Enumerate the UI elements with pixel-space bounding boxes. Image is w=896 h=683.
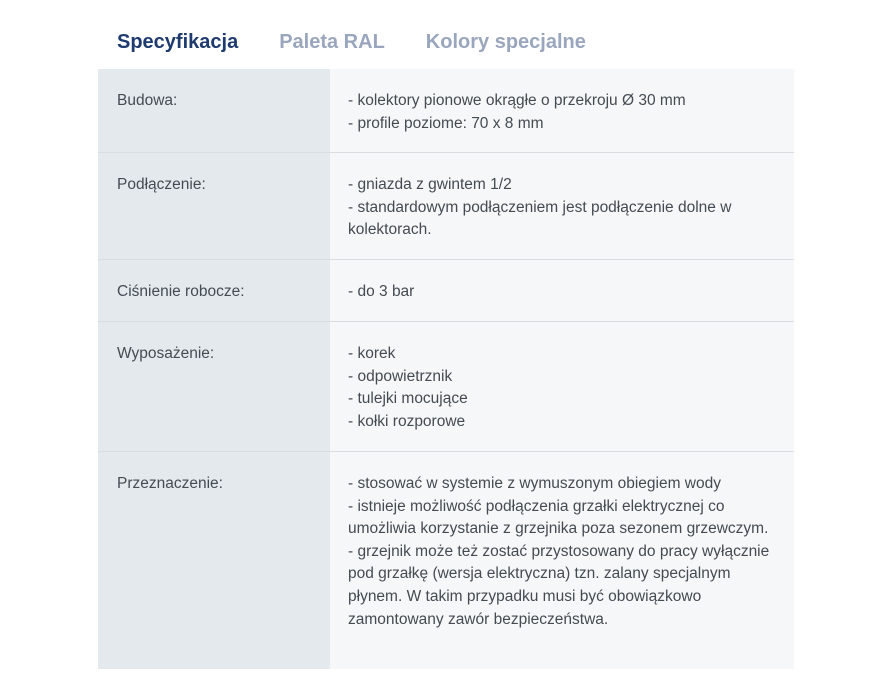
spec-value-line: - tulejki mocujące	[348, 390, 468, 408]
spec-value-line: - standardowym podłączeniem jest podłączenie dolne w kolektorach.	[348, 198, 732, 239]
spec-value	[330, 153, 794, 259]
spec-value-line: - kolektory pionowe okrągłe o przekroju Ø 30 mm	[348, 92, 686, 109]
spec-value	[330, 260, 794, 321]
tab-kolory-specjalne[interactable]: Kolory specjalne	[425, 31, 586, 53]
spec-value-line: - profile poziome: 70 x 8 mm	[348, 114, 544, 132]
spec-row-budowa	[98, 69, 794, 153]
spec-row-przeznaczenie	[98, 452, 794, 669]
spec-label: Podłączenie:	[98, 153, 330, 259]
spec-row-wyposazenie	[98, 322, 794, 452]
spec-label: Wyposażenie:	[98, 322, 330, 451]
spec-value-line: - grzejnik może też zostać przystosowany do pracy wyłącznie pod grzałkę (wersja elektryczna) tzn. zalany specjalnym płynem. W takim przypadku musi być obowiązkowo zamontowany zawór bezpieczeństwa.	[348, 542, 770, 628]
spec-value-line: - gniazda z gwintem 1/2	[348, 176, 512, 193]
spec-row-podlaczenie	[98, 153, 794, 260]
specification-table	[98, 69, 794, 669]
spec-value	[330, 452, 794, 669]
spec-value-line: - do 3 bar	[348, 283, 415, 300]
spec-label: Budowa:	[98, 69, 330, 152]
spec-value	[330, 322, 794, 451]
spec-value-line: - istnieje możliwość podłączenia grzałki elektrycznej co umożliwia korzystanie z grzejnika poza sezonem grzewczym.	[348, 497, 769, 538]
spec-row-cisnienie	[98, 260, 794, 322]
spec-value-line: - odpowietrznik	[348, 367, 453, 385]
spec-label: Ciśnienie robocze:	[98, 260, 330, 321]
spec-label: Przeznaczenie:	[98, 452, 330, 669]
spec-value-line: - korek	[348, 345, 396, 362]
spec-value	[330, 69, 794, 152]
tab-paleta-ral[interactable]: Paleta RAL	[279, 31, 385, 53]
spec-value-line: - stosować w systemie z wymuszonym obiegiem wody	[348, 475, 721, 492]
tab-bar	[117, 28, 586, 56]
spec-value-line: - kołki rozporowe	[348, 412, 466, 430]
tab-specyfikacja[interactable]: Specyfikacja	[117, 31, 239, 53]
